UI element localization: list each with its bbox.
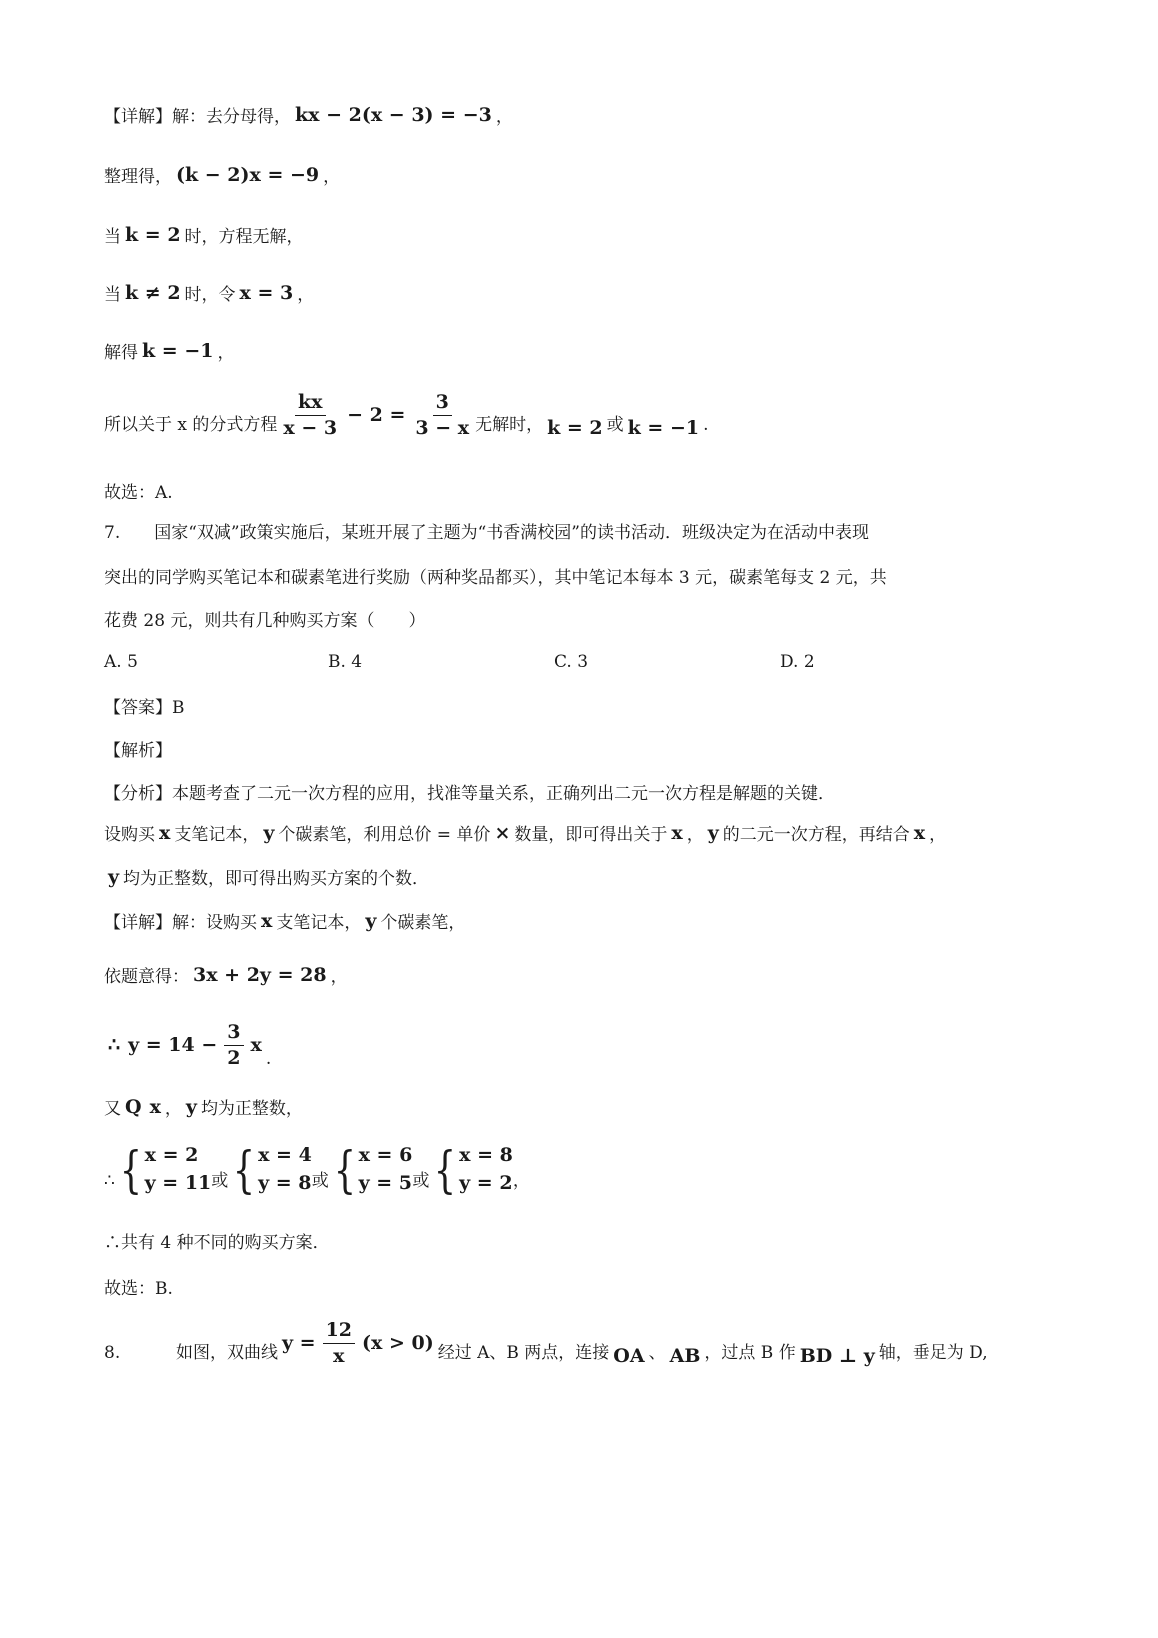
math-expr: kx − 2(x − 3) = −3: [295, 103, 492, 126]
option-d: D. 2: [780, 652, 815, 672]
q7-stem-1: 7. 国家“双减”政策实施后，某班开展了主题为“书香满校园”的读书活动．班级决定为在活动中表现: [104, 523, 869, 543]
math-expr: k = 2: [125, 223, 181, 246]
option-b: B. 4: [328, 652, 363, 672]
system-4: { x = 8 y = 2: [434, 1140, 513, 1199]
detail-line4: 又 Q x ， y 均为正整数，: [104, 1095, 303, 1119]
fraction: $\frac{3}{2}$: [224, 1022, 243, 1069]
answer-line: 【答案】B: [104, 698, 185, 718]
math-expr: k ≠ 2: [125, 281, 181, 304]
detail-line1: 【详解】解：设购买 x 支笔记本， y 个碳素笔，: [104, 909, 466, 933]
q6-line7: 故选：A.: [104, 483, 173, 503]
q6-line1: 【详解】解：去分母得， kx − 2(x − 3) = −3 ，: [104, 103, 513, 127]
q6-line6: 所以关于 x 的分式方程 $\frac{kx}{x - 3}$ − 2 = $\frac{3}{3 - x}$ 无解时， k = 2 或 k = −1 .: [104, 391, 709, 439]
q7-stem-2: 突出的同学购买笔记本和碳素笔进行奖励（两种奖品都买），其中笔记本每本 3 元，碳素笔每支 2 元，共: [104, 568, 887, 588]
math-expr: x = 3: [239, 281, 294, 304]
fraction: $\frac{12}{x}$: [323, 1320, 355, 1367]
system-3: { x = 6 y = 5: [333, 1140, 413, 1199]
q8-stem: 8. 如图，双曲线 y = $\frac{12}{x}$ (x > 0) 经过 A、B 两点，连接 OA 、 AB ，过点 B 作 BD ⊥ y 轴，垂足为 D,: [104, 1319, 988, 1367]
q6-line5: 解得 k = −1 ，: [104, 339, 235, 363]
q7-stem-3: 花费 28 元，则共有几种购买方案（ ）: [104, 611, 426, 631]
detail-line2: 依题意得： 3x + 2y = 28 ，: [104, 963, 348, 987]
q6-line2: 整理得， (k − 2)x = −9 ，: [104, 163, 341, 187]
option-c: C. 3: [554, 652, 589, 672]
setup-line1: 设购买 x 支笔记本， y 个碳素笔，利用总价 = 单价 × 数量，即可得出关于 x ， y 的二元一次方程，再结合 x ，: [104, 821, 947, 845]
system-2: { x = 4 y = 8: [233, 1140, 312, 1199]
solution-systems: ∴ { x = 2 y = 11 或 { x = 4 y = 8 或 { x = 6 y = 5 或 { x = 8 y = 2 ，: [104, 1140, 530, 1199]
setup-line2: y 均为正整数，即可得出购买方案的个数．: [108, 865, 430, 889]
system-1: { x = 2 y = 11: [119, 1140, 212, 1199]
fraction: $\frac{3}{3 - x}$: [415, 391, 470, 439]
option-a: A. 5: [104, 652, 138, 672]
analysis-heading: 【解析】: [104, 741, 172, 761]
math-expr: (k − 2)x = −9: [176, 163, 320, 186]
detail-line6: ∴共有 4 种不同的购买方案．: [104, 1233, 330, 1253]
detail-line7: 故选：B.: [104, 1279, 173, 1299]
q6-line3: 当 k = 2 时，方程无解，: [104, 223, 304, 247]
q6-line4: 当 k ≠ 2 时，令 x = 3 ，: [104, 281, 315, 305]
fraction: $\frac{kx}{x - 3}$: [283, 391, 338, 439]
fenxi-line: 【分析】本题考查了二元一次方程的应用，找准等量关系，正确列出二元一次方程是解题的关键．: [104, 784, 835, 804]
math-expr: k = −1: [142, 339, 214, 362]
detail-line3: ∴ y = 14 − $\frac{3}{2}$ x .: [108, 1021, 272, 1069]
